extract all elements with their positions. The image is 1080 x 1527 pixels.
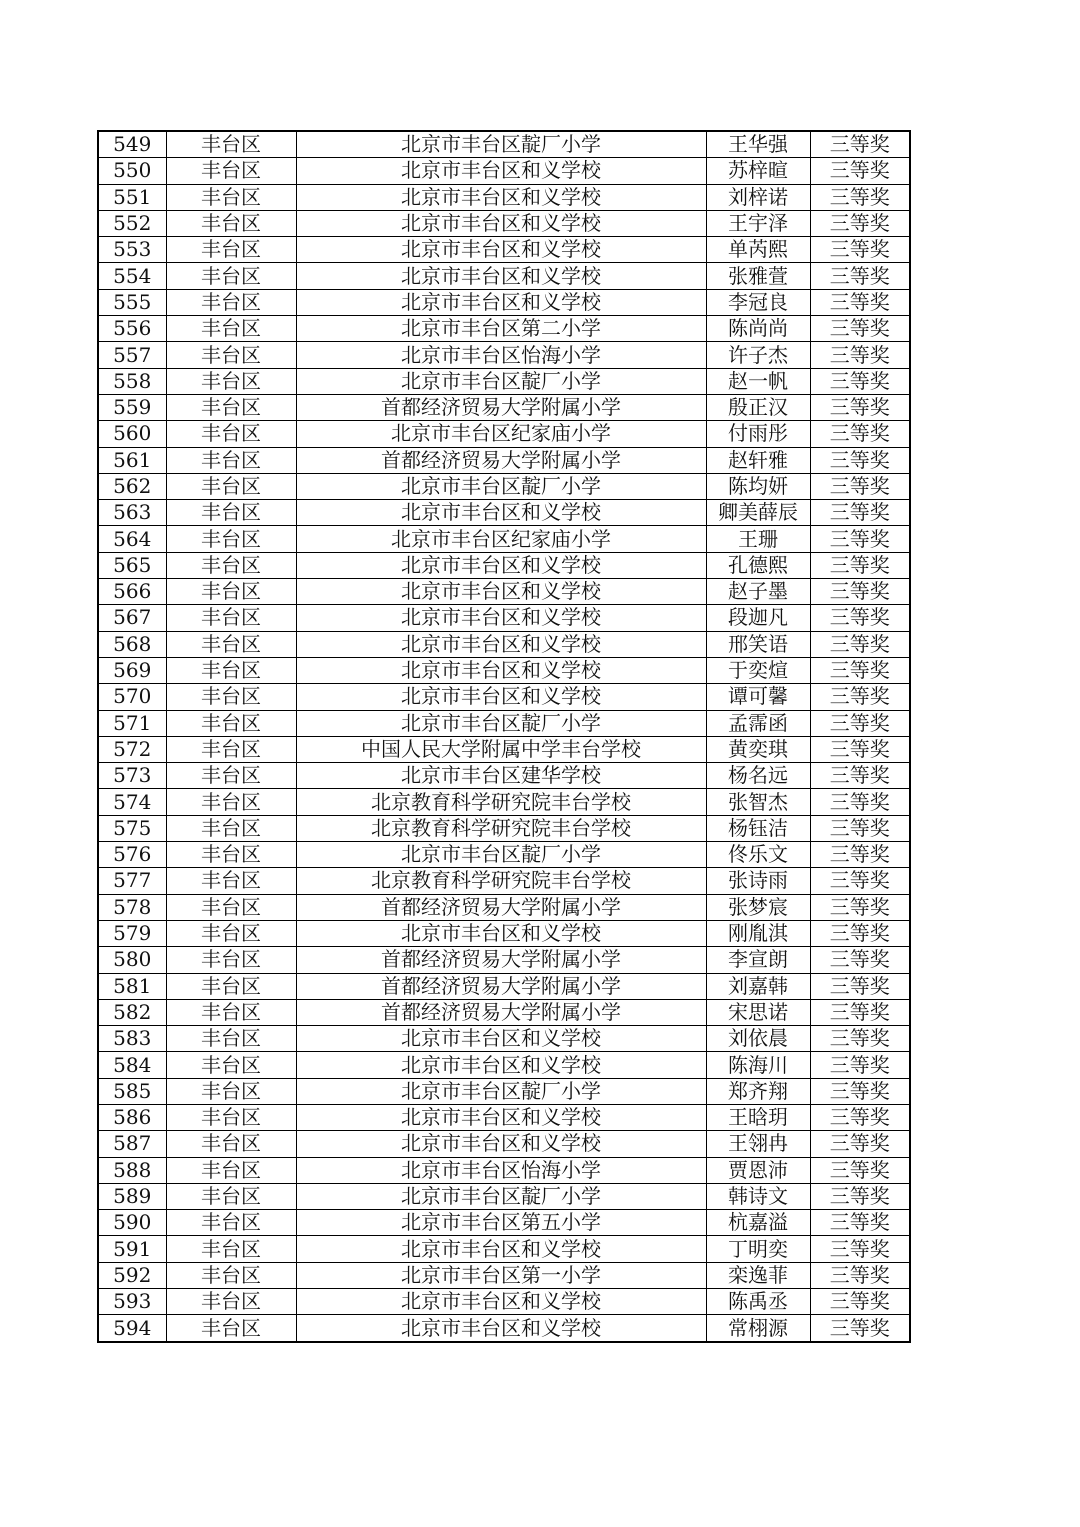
district-cell: 丰台区 [166,158,296,184]
award-cell: 三等奖 [810,1315,910,1342]
table-row [98,1289,910,1315]
row-number-cell: 581 [98,973,166,999]
school-cell: 中国人民大学附属中学丰台学校 [296,736,706,762]
table-row [98,1236,910,1262]
district-cell: 丰台区 [166,342,296,368]
school-cell: 北京市丰台区和义学校 [296,184,706,210]
student-name-cell: 邢笑语 [706,631,810,657]
student-name-cell: 宋思诺 [706,999,810,1025]
row-number-cell: 576 [98,842,166,868]
award-cell: 三等奖 [810,500,910,526]
row-number-cell: 556 [98,316,166,342]
row-number-cell: 587 [98,1131,166,1157]
school-cell: 北京市丰台区和义学校 [296,1026,706,1052]
student-name-cell: 张梦宸 [706,894,810,920]
school-cell: 北京市丰台区和义学校 [296,1289,706,1315]
table-row [98,1078,910,1104]
table-row [98,500,910,526]
student-name-cell: 王宇泽 [706,210,810,236]
district-cell: 丰台区 [166,1262,296,1288]
award-cell: 三等奖 [810,842,910,868]
school-cell: 北京市丰台区和义学校 [296,210,706,236]
district-cell: 丰台区 [166,579,296,605]
award-cell: 三等奖 [810,763,910,789]
district-cell: 丰台区 [166,1210,296,1236]
student-name-cell: 李冠良 [706,289,810,315]
row-number-cell: 559 [98,394,166,420]
row-number-cell: 590 [98,1210,166,1236]
school-cell: 北京市丰台区和义学校 [296,1052,706,1078]
table-row [98,605,910,631]
award-cell: 三等奖 [810,131,910,158]
district-cell: 丰台区 [166,447,296,473]
row-number-cell: 583 [98,1026,166,1052]
table-row [98,947,910,973]
school-cell: 北京市丰台区第一小学 [296,1262,706,1288]
row-number-cell: 558 [98,368,166,394]
table-row [98,368,910,394]
district-cell: 丰台区 [166,394,296,420]
school-cell: 北京市丰台区和义学校 [296,237,706,263]
table-row [98,1052,910,1078]
award-cell: 三等奖 [810,1104,910,1130]
row-number-cell: 584 [98,1052,166,1078]
school-cell: 北京市丰台区和义学校 [296,605,706,631]
school-cell: 北京市丰台区靛厂小学 [296,473,706,499]
district-cell: 丰台区 [166,973,296,999]
district-cell: 丰台区 [166,184,296,210]
district-cell: 丰台区 [166,999,296,1025]
row-number-cell: 574 [98,789,166,815]
table-row [98,342,910,368]
school-cell: 首都经济贸易大学附属小学 [296,973,706,999]
district-cell: 丰台区 [166,263,296,289]
district-cell: 丰台区 [166,473,296,499]
row-number-cell: 578 [98,894,166,920]
district-cell: 丰台区 [166,210,296,236]
row-number-cell: 555 [98,289,166,315]
school-cell: 北京市丰台区和义学校 [296,1131,706,1157]
table-row [98,631,910,657]
school-cell: 北京市丰台区和义学校 [296,631,706,657]
school-cell: 北京市丰台区和义学校 [296,1315,706,1342]
table-row [98,1210,910,1236]
row-number-cell: 561 [98,447,166,473]
table-row [98,394,910,420]
school-cell: 北京市丰台区靛厂小学 [296,131,706,158]
district-cell: 丰台区 [166,368,296,394]
table-row [98,920,910,946]
student-name-cell: 刚胤淇 [706,920,810,946]
school-cell: 北京市丰台区和义学校 [296,684,706,710]
school-cell: 北京市丰台区靛厂小学 [296,1183,706,1209]
student-name-cell: 李宣朗 [706,947,810,973]
table-row [98,316,910,342]
table-row [98,421,910,447]
student-name-cell: 陈尚尚 [706,316,810,342]
table-row [98,1157,910,1183]
award-cell: 三等奖 [810,947,910,973]
table-row [98,1131,910,1157]
row-number-cell: 550 [98,158,166,184]
award-cell: 三等奖 [810,684,910,710]
student-name-cell: 谭可馨 [706,684,810,710]
award-cell: 三等奖 [810,1026,910,1052]
table-row [98,184,910,210]
award-cell: 三等奖 [810,631,910,657]
award-cell: 三等奖 [810,342,910,368]
table-row [98,763,910,789]
award-cell: 三等奖 [810,1157,910,1183]
row-number-cell: 589 [98,1183,166,1209]
student-name-cell: 贾恩沛 [706,1157,810,1183]
district-cell: 丰台区 [166,1026,296,1052]
district-cell: 丰台区 [166,763,296,789]
district-cell: 丰台区 [166,131,296,158]
student-name-cell: 杨名远 [706,763,810,789]
row-number-cell: 566 [98,579,166,605]
table-row [98,789,910,815]
student-name-cell: 韩诗文 [706,1183,810,1209]
row-number-cell: 577 [98,868,166,894]
school-cell: 北京教育科学研究院丰台学校 [296,868,706,894]
student-name-cell: 于奕煊 [706,657,810,683]
student-name-cell: 郑齐翔 [706,1078,810,1104]
student-name-cell: 段迦凡 [706,605,810,631]
table-row [98,552,910,578]
award-cell: 三等奖 [810,158,910,184]
school-cell: 首都经济贸易大学附属小学 [296,947,706,973]
award-cell: 三等奖 [810,1262,910,1288]
district-cell: 丰台区 [166,789,296,815]
table-row [98,1104,910,1130]
district-cell: 丰台区 [166,316,296,342]
row-number-cell: 553 [98,237,166,263]
district-cell: 丰台区 [166,1289,296,1315]
district-cell: 丰台区 [166,1236,296,1262]
district-cell: 丰台区 [166,1104,296,1130]
award-cell: 三等奖 [810,263,910,289]
row-number-cell: 569 [98,657,166,683]
table-row [98,736,910,762]
school-cell: 北京市丰台区和义学校 [296,1104,706,1130]
row-number-cell: 562 [98,473,166,499]
student-name-cell: 付雨彤 [706,421,810,447]
row-number-cell: 551 [98,184,166,210]
district-cell: 丰台区 [166,920,296,946]
student-name-cell: 王晗玥 [706,1104,810,1130]
table-row [98,579,910,605]
table-row [98,263,910,289]
school-cell: 北京市丰台区怡海小学 [296,342,706,368]
school-cell: 北京市丰台区靛厂小学 [296,842,706,868]
row-number-cell: 592 [98,1262,166,1288]
school-cell: 首都经济贸易大学附属小学 [296,999,706,1025]
row-number-cell: 594 [98,1315,166,1342]
award-cell: 三等奖 [810,526,910,552]
school-cell: 北京市丰台区和义学校 [296,158,706,184]
award-cell: 三等奖 [810,1078,910,1104]
row-number-cell: 564 [98,526,166,552]
school-cell: 北京市丰台区靛厂小学 [296,710,706,736]
district-cell: 丰台区 [166,605,296,631]
row-number-cell: 572 [98,736,166,762]
school-cell: 北京市丰台区第五小学 [296,1210,706,1236]
award-cell: 三等奖 [810,1131,910,1157]
district-cell: 丰台区 [166,1078,296,1104]
student-name-cell: 栾逸菲 [706,1262,810,1288]
student-name-cell: 赵轩雅 [706,447,810,473]
district-cell: 丰台区 [166,894,296,920]
school-cell: 首都经济贸易大学附属小学 [296,394,706,420]
table-row [98,710,910,736]
award-cell: 三等奖 [810,1236,910,1262]
school-cell: 北京市丰台区和义学校 [296,920,706,946]
table-row [98,842,910,868]
district-cell: 丰台区 [166,1052,296,1078]
table-row [98,1262,910,1288]
district-cell: 丰台区 [166,1315,296,1342]
award-cell: 三等奖 [810,421,910,447]
school-cell: 首都经济贸易大学附属小学 [296,894,706,920]
table-row [98,894,910,920]
school-cell: 北京市丰台区和义学校 [296,289,706,315]
student-name-cell: 张雅萱 [706,263,810,289]
table-row [98,1315,910,1342]
award-list-table [97,130,911,1343]
student-name-cell: 赵一帆 [706,368,810,394]
school-cell: 北京市丰台区和义学校 [296,657,706,683]
district-cell: 丰台区 [166,1157,296,1183]
student-name-cell: 王华强 [706,131,810,158]
school-cell: 北京市丰台区纪家庙小学 [296,526,706,552]
table-row [98,868,910,894]
district-cell: 丰台区 [166,631,296,657]
school-cell: 北京市丰台区建华学校 [296,763,706,789]
district-cell: 丰台区 [166,842,296,868]
award-cell: 三等奖 [810,316,910,342]
student-name-cell: 杭嘉溢 [706,1210,810,1236]
award-list-body [98,131,910,1342]
student-name-cell: 刘嘉韩 [706,973,810,999]
award-cell: 三等奖 [810,552,910,578]
district-cell: 丰台区 [166,421,296,447]
school-cell: 北京市丰台区第二小学 [296,316,706,342]
student-name-cell: 王翎冉 [706,1131,810,1157]
row-number-cell: 557 [98,342,166,368]
row-number-cell: 585 [98,1078,166,1104]
school-cell: 北京市丰台区纪家庙小学 [296,421,706,447]
award-cell: 三等奖 [810,368,910,394]
student-name-cell: 张诗雨 [706,868,810,894]
row-number-cell: 565 [98,552,166,578]
award-cell: 三等奖 [810,184,910,210]
row-number-cell: 570 [98,684,166,710]
district-cell: 丰台区 [166,1131,296,1157]
award-cell: 三等奖 [810,394,910,420]
award-cell: 三等奖 [810,868,910,894]
district-cell: 丰台区 [166,684,296,710]
row-number-cell: 575 [98,815,166,841]
school-cell: 北京市丰台区和义学校 [296,500,706,526]
table-row [98,815,910,841]
district-cell: 丰台区 [166,710,296,736]
student-name-cell: 赵子墨 [706,579,810,605]
row-number-cell: 579 [98,920,166,946]
award-cell: 三等奖 [810,289,910,315]
school-cell: 北京市丰台区和义学校 [296,263,706,289]
district-cell: 丰台区 [166,736,296,762]
student-name-cell: 佟乐文 [706,842,810,868]
school-cell: 北京教育科学研究院丰台学校 [296,789,706,815]
award-cell: 三等奖 [810,579,910,605]
award-cell: 三等奖 [810,920,910,946]
student-name-cell: 单芮熙 [706,237,810,263]
student-name-cell: 陈均妍 [706,473,810,499]
table-row [98,289,910,315]
student-name-cell: 黄奕琪 [706,736,810,762]
district-cell: 丰台区 [166,947,296,973]
table-row [98,447,910,473]
award-cell: 三等奖 [810,1183,910,1209]
award-cell: 三等奖 [810,473,910,499]
award-cell: 三等奖 [810,605,910,631]
award-cell: 三等奖 [810,657,910,683]
school-cell: 北京市丰台区靛厂小学 [296,1078,706,1104]
row-number-cell: 549 [98,131,166,158]
table-row [98,473,910,499]
table-row [98,237,910,263]
award-cell: 三等奖 [810,237,910,263]
school-cell: 北京市丰台区和义学校 [296,552,706,578]
award-cell: 三等奖 [810,1289,910,1315]
award-cell: 三等奖 [810,973,910,999]
school-cell: 首都经济贸易大学附属小学 [296,447,706,473]
row-number-cell: 552 [98,210,166,236]
award-cell: 三等奖 [810,447,910,473]
student-name-cell: 孟霈函 [706,710,810,736]
award-cell: 三等奖 [810,815,910,841]
award-cell: 三等奖 [810,789,910,815]
school-cell: 北京市丰台区靛厂小学 [296,368,706,394]
student-name-cell: 殷正汉 [706,394,810,420]
student-name-cell: 许子杰 [706,342,810,368]
student-name-cell: 张智杰 [706,789,810,815]
district-cell: 丰台区 [166,1183,296,1209]
school-cell: 北京市丰台区和义学校 [296,1236,706,1262]
table-row [98,210,910,236]
district-cell: 丰台区 [166,500,296,526]
district-cell: 丰台区 [166,526,296,552]
student-name-cell: 刘依晨 [706,1026,810,1052]
district-cell: 丰台区 [166,552,296,578]
student-name-cell: 丁明奕 [706,1236,810,1262]
table-row [98,973,910,999]
district-cell: 丰台区 [166,289,296,315]
award-cell: 三等奖 [810,1210,910,1236]
student-name-cell: 陈海川 [706,1052,810,1078]
student-name-cell: 常栩源 [706,1315,810,1342]
table-row [98,1183,910,1209]
school-cell: 北京教育科学研究院丰台学校 [296,815,706,841]
row-number-cell: 567 [98,605,166,631]
school-cell: 北京市丰台区和义学校 [296,579,706,605]
student-name-cell: 陈禹丞 [706,1289,810,1315]
student-name-cell: 刘梓诺 [706,184,810,210]
table-row [98,526,910,552]
student-name-cell: 孔德熙 [706,552,810,578]
student-name-cell: 卿美薛辰 [706,500,810,526]
district-cell: 丰台区 [166,815,296,841]
row-number-cell: 582 [98,999,166,1025]
award-cell: 三等奖 [810,999,910,1025]
award-cell: 三等奖 [810,1052,910,1078]
district-cell: 丰台区 [166,237,296,263]
district-cell: 丰台区 [166,657,296,683]
row-number-cell: 580 [98,947,166,973]
table-row [98,999,910,1025]
table-row [98,657,910,683]
row-number-cell: 593 [98,1289,166,1315]
student-name-cell: 杨钰洁 [706,815,810,841]
row-number-cell: 560 [98,421,166,447]
district-cell: 丰台区 [166,868,296,894]
row-number-cell: 588 [98,1157,166,1183]
student-name-cell: 苏梓暄 [706,158,810,184]
row-number-cell: 554 [98,263,166,289]
award-cell: 三等奖 [810,894,910,920]
student-name-cell: 王珊 [706,526,810,552]
school-cell: 北京市丰台区怡海小学 [296,1157,706,1183]
table-row [98,131,910,158]
row-number-cell: 571 [98,710,166,736]
award-cell: 三等奖 [810,210,910,236]
award-cell: 三等奖 [810,710,910,736]
row-number-cell: 573 [98,763,166,789]
row-number-cell: 591 [98,1236,166,1262]
row-number-cell: 586 [98,1104,166,1130]
table-row [98,684,910,710]
row-number-cell: 568 [98,631,166,657]
row-number-cell: 563 [98,500,166,526]
table-row [98,158,910,184]
award-cell: 三等奖 [810,736,910,762]
table-row [98,1026,910,1052]
